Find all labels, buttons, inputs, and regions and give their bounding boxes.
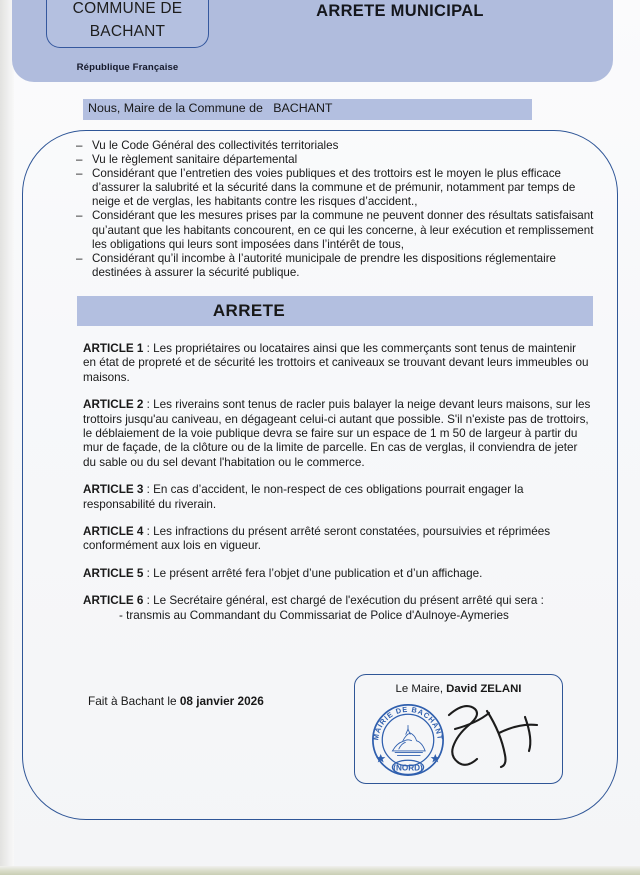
signature-box: [354, 674, 563, 784]
article-block: [83, 398, 591, 470]
paper-left-edge: [0, 0, 14, 875]
list-item-text: Considérant que les mesures prises par la commune ne peuvent donner des résultats satisfaisant qu’autant que les habitants concourent, en ce qui les concerne, à leur exécution et remplissement les obligations qui leurs sont imposées dans l’intérêt de tous,: [92, 209, 594, 251]
article-sub-item: - transmis au Commandant du Commissariat de Police d'Aulnoye-Aymeries: [119, 608, 509, 622]
article-separator: :: [143, 525, 154, 539]
list-item-text: Vu le règlement sanitaire départemental: [92, 153, 298, 167]
article-separator: :: [143, 594, 154, 608]
list-dash-icon: –: [76, 153, 83, 167]
article-block: [83, 342, 591, 385]
article-label: ARTICLE 2: [83, 398, 144, 412]
article-block: [83, 567, 591, 581]
commune-name-box: [46, 0, 209, 48]
article-body: Les riverains sont tenus de racler puis balayer la neige devant leurs maisons, sur les trottoirs jusqu'au caniveau, en dégageant celui-ci autant que possible. S'il n'existe pas de trottoirs, le déblaiement de la voie publique devra se faire sur un espace de 1 m 50 de largeur à partir du mur de façade, de la clôture ou de la limite de parcelle. En cas de verglas, il conviendra de jeter du sable ou du sel devant l'habitation ou le commerce.: [83, 398, 591, 469]
commune-line-2: BACHANT: [89, 22, 166, 40]
arrete-banner-label: ARRETE: [212, 301, 286, 320]
articles-section: [83, 342, 591, 636]
list-item: [76, 209, 606, 251]
list-item-text: Considérant qu’il incombe à l’autorité municipale de prendre les dispositions réglementaire destinées à assurer la sécurité publique.: [92, 251, 557, 279]
list-item-text: Vu le Code Général des collectivités territoriales: [92, 139, 339, 152]
list-dash-icon: –: [76, 209, 83, 223]
article-body: Les infractions du présent arrêté seront constatées, poursuivies et réprimées conformément aux lois en vigueur.: [83, 525, 551, 553]
preamble-band: [83, 99, 532, 120]
article-label: ARTICLE 6: [83, 594, 144, 608]
stamp-bottom-text: (NORD): [393, 763, 423, 773]
stamp-top-text: MAIRIE DE BACHANT: [371, 704, 445, 741]
list-item: [76, 139, 606, 153]
considerants-list: [76, 139, 606, 280]
place-and-date-line: [88, 694, 264, 708]
list-item-text: Considérant que l’entretien des voies publiques et des trottoirs est le moyen le plus efficace d’assurer la salubrité et la sécurité dans la commune et de prémunir, notamment par temps de neige et de verglas, les habitants contre les risques d’accident.,: [92, 167, 576, 209]
article-separator: :: [143, 342, 154, 355]
signature-date: 08 janvier 2026: [179, 694, 264, 708]
paper-bottom-edge: [0, 866, 640, 875]
article-label: ARTICLE 3: [83, 483, 144, 497]
article-label: ARTICLE 1: [83, 342, 144, 355]
article-block: [83, 525, 591, 554]
article-label: ARTICLE 5: [83, 566, 144, 580]
article-separator: :: [143, 483, 154, 497]
article-separator: :: [143, 566, 154, 580]
article-block: [83, 594, 591, 623]
article-separator: :: [143, 398, 154, 412]
article-label: ARTICLE 4: [83, 525, 144, 539]
article-body: Les propriétaires ou locataires ainsi que les commerçants sont tenus de maintenir en état de propreté et de sécurité les trottoirs et caniveaux se trouvant devant leurs immeubles ou maisons.: [83, 342, 589, 384]
article-body: En cas d’accident, le non-respect de ces obligations pourrait engager la responsabilité du riverain.: [83, 483, 524, 511]
list-item: [76, 252, 606, 280]
list-item: [76, 167, 606, 209]
republique-francaise-label: République Française: [76, 62, 179, 73]
handwritten-signature: [441, 693, 556, 781]
list-item: [76, 153, 606, 167]
preamble-band-text: Nous, Maire de la Commune de BACHANT: [88, 101, 333, 115]
list-dash-icon: –: [76, 251, 83, 265]
commune-line-1: COMMUNE DE: [72, 0, 183, 18]
list-dash-icon: –: [76, 139, 83, 152]
place-prefix: Fait à Bachant le: [88, 694, 180, 708]
article-body: Le présent arrêté fera l’objet d’une publication et d’un affichage.: [153, 566, 483, 580]
mayor-prefix: Le Maire,: [395, 683, 447, 695]
mayor-name: David ZELANI: [446, 683, 522, 695]
article-block: [83, 483, 591, 512]
article-body: Le Secrétaire général, est chargé de l'exécution du présent arrêté qui sera :: [153, 594, 544, 608]
page-title: ARRETE MUNICIPAL: [316, 2, 484, 20]
arrete-banner: [77, 296, 593, 326]
list-dash-icon: –: [76, 167, 83, 181]
official-stamp-icon: [369, 701, 447, 779]
